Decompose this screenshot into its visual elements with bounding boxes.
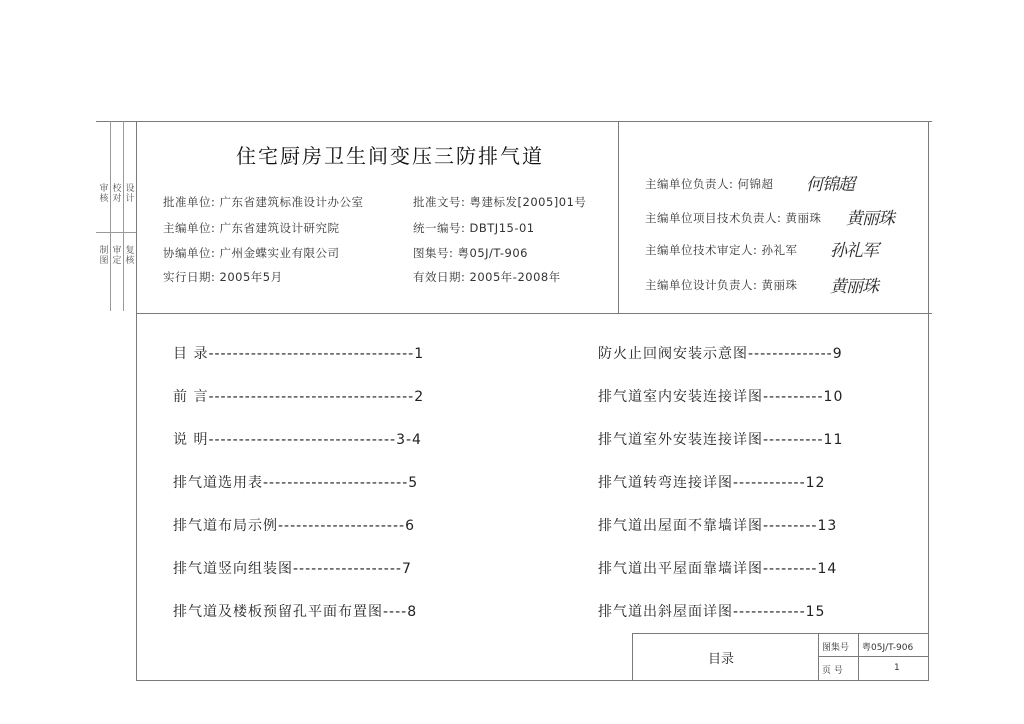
stamp-cell-6: 复核 — [125, 246, 135, 266]
toc-right-item-7: 排气道出斜屋面详图------------15 — [598, 604, 826, 620]
stamp-row-line — [96, 232, 136, 233]
stamp-col-line-1 — [110, 121, 111, 311]
toc-left-item-7: 排气道及楼板预留孔平面布置图----8 — [173, 604, 418, 620]
signature-1: 何锦超 — [806, 175, 854, 195]
resp-design-head: 主编单位设计负责人: 黄丽珠 — [645, 278, 798, 292]
toc-left-item-5: 排气道布局示例---------------------6 — [173, 518, 416, 534]
stamp-col-line-2 — [123, 121, 124, 311]
title-block-page-label: 页 号 — [822, 666, 843, 676]
frame-bottom-line — [136, 680, 928, 681]
toc-left-item-4: 排气道选用表------------------------5 — [173, 475, 419, 491]
toc-right-item-1: 防火止回阀安装示意图--------------9 — [598, 346, 843, 362]
info-chief-unit: 主编单位: 广东省建筑设计研究院 — [163, 221, 340, 235]
toc-left-item-1: 目 录----------------------------------1 — [173, 346, 425, 362]
resp-tech-reviewer: 主编单位技术审定人: 孙礼军 — [645, 243, 798, 257]
frame-header-bottom-line — [136, 313, 932, 314]
toc-right-item-5: 排气道出屋面不靠墙详图---------13 — [598, 518, 838, 534]
stamp-cell-3: 设计 — [125, 184, 135, 204]
stamp-cell-2: 校对 — [112, 184, 122, 204]
info-approval-unit: 批准单位: 广东省建筑标准设计办公室 — [163, 195, 364, 209]
toc-left-item-3: 说 明-------------------------------3-4 — [173, 432, 422, 448]
toc-right-item-3: 排气道室外安装连接详图----------11 — [598, 432, 844, 448]
document-title: 住宅厨房卫生间变压三防排气道 — [236, 144, 544, 168]
title-block-atlas-label: 图集号 — [822, 643, 850, 653]
toc-right-item-2: 排气道室内安装连接详图----------10 — [598, 389, 844, 405]
info-atlas-number: 图集号: 粤05J/T-906 — [413, 246, 528, 260]
frame-left-line — [136, 121, 137, 681]
info-approval-doc: 批准文号: 粤建标发[2005]01号 — [413, 195, 587, 209]
stamp-cell-5: 审定 — [112, 246, 122, 266]
info-unified-number: 统一编号: DBTJ15-01 — [413, 221, 535, 235]
frame-top-line — [96, 121, 932, 122]
signature-2: 黄丽珠 — [846, 209, 894, 229]
info-valid-period: 有效日期: 2005年-2008年 — [413, 270, 561, 284]
frame-right-line — [928, 121, 929, 681]
signature-3: 孙礼军 — [830, 241, 878, 261]
title-block — [632, 633, 928, 680]
info-effective-date: 实行日期: 2005年5月 — [163, 270, 283, 284]
toc-left-item-2: 前 言----------------------------------2 — [173, 389, 425, 405]
title-block-atlas-value: 粤05J/T-906 — [862, 643, 914, 653]
header-divider-line — [618, 121, 619, 313]
stamp-cell-1: 审核 — [99, 184, 109, 204]
toc-left-item-6: 排气道竖向组装图------------------7 — [173, 561, 412, 577]
resp-chief-unit-head: 主编单位负责人: 何锦超 — [645, 177, 774, 191]
toc-right-item-4: 排气道转弯连接详图------------12 — [598, 475, 826, 491]
resp-project-tech-head: 主编单位项目技术负责人: 黄丽珠 — [645, 211, 822, 225]
info-cooperating-unit: 协编单位: 广州金蝶实业有限公司 — [163, 246, 340, 260]
stamp-cell-4: 制图 — [99, 246, 109, 266]
toc-right-item-6: 排气道出平屋面靠墙详图---------14 — [598, 561, 838, 577]
title-block-name: 目录 — [708, 652, 735, 667]
signature-4: 黄丽珠 — [830, 277, 878, 297]
title-block-page-value: 1 — [894, 663, 900, 673]
